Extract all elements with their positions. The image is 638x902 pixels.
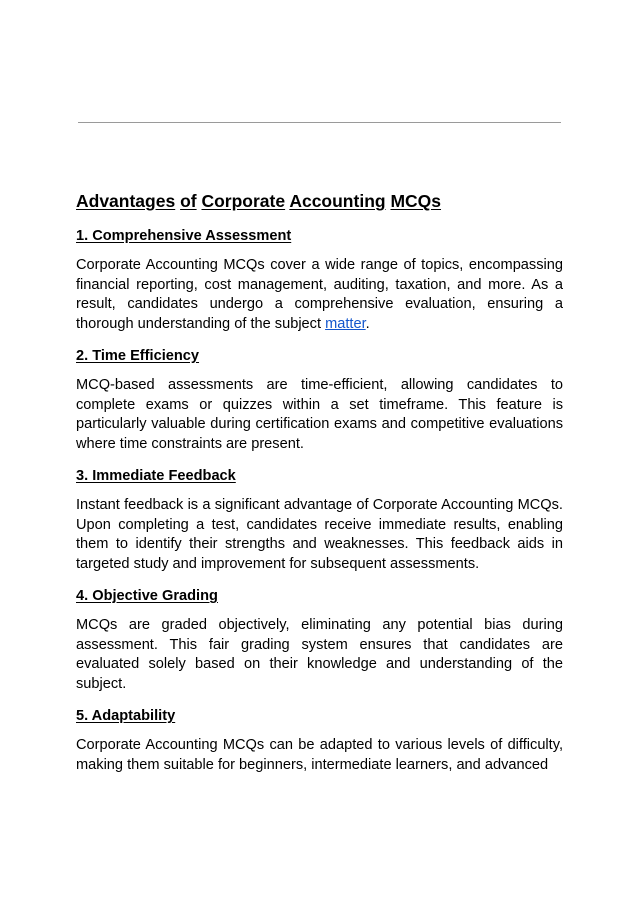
section-paragraph: MCQ-based assessments are time-efficient, allowing candidates to complete exams or quizzes within a set timeframe. This feature is particularly valuable during certification exams and competitive evaluations where time constraints are present. bbox=[76, 377, 563, 452]
section-adaptability bbox=[76, 706, 563, 775]
section-paragraph: MCQs are graded objectively, eliminating any potential bias during assessment. This fair grading system ensures that candidates are evaluated solely based on their knowledge and understanding of the subject. bbox=[76, 617, 563, 692]
section-heading: 2. Time Efficiency bbox=[76, 348, 200, 364]
paragraph-text-end: . bbox=[365, 315, 370, 332]
section-paragraph bbox=[76, 256, 563, 334]
section-immediate-feedback bbox=[76, 466, 563, 574]
matter-link[interactable]: matter bbox=[325, 315, 366, 332]
section-heading: 5. Adaptability bbox=[76, 708, 176, 724]
section-comprehensive-assessment bbox=[76, 226, 563, 334]
section-objective-grading bbox=[76, 586, 563, 694]
title-word: Corporate bbox=[201, 191, 286, 211]
paragraph-text: Corporate Accounting MCQs cover a wide range of topics, encompassing financial reporting, cost management, auditing, taxation, and more. As a result, candidates undergo a comprehensive evaluation, ensuring a thorough understanding of the subject bbox=[76, 257, 563, 332]
section-paragraph: Instant feedback is a significant advantage of Corporate Accounting MCQs. Upon completing a test, candidates receive immediate results, enabling them to identify their strengths and weaknesses. This feedback aids in targeted study and improvement for subsequent assessments. bbox=[76, 497, 563, 572]
title-word: of bbox=[180, 191, 197, 211]
page-title bbox=[76, 189, 563, 213]
section-heading: 3. Immediate Feedback bbox=[76, 468, 236, 484]
section-heading: 1. Comprehensive Assessment bbox=[76, 228, 292, 244]
title-word: MCQs bbox=[390, 191, 442, 211]
section-paragraph: Corporate Accounting MCQs can be adapted to various levels of difficulty, making them suitable for beginners, intermediate learners, and advanced bbox=[76, 737, 563, 773]
document-body bbox=[76, 189, 563, 775]
title-word: Advantages bbox=[76, 191, 176, 211]
section-time-efficiency bbox=[76, 346, 563, 454]
horizontal-divider bbox=[78, 122, 561, 123]
section-heading: 4. Objective Grading bbox=[76, 588, 218, 604]
title-word: Accounting bbox=[289, 191, 386, 211]
